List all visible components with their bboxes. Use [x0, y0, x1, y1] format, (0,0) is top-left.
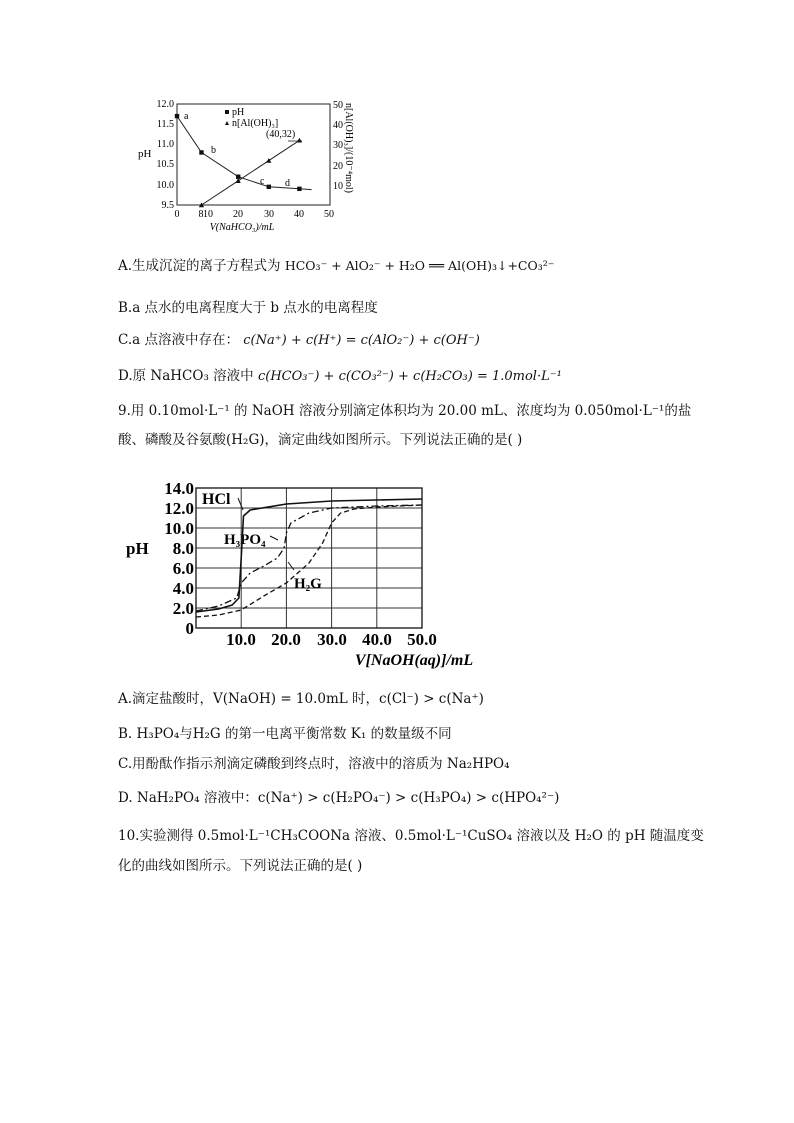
- chart2-y-tick: 4.0: [172, 579, 194, 598]
- q8-option-a: [118, 256, 554, 276]
- chart2-label-hcl: HCl: [202, 491, 231, 508]
- chart2-leader-h2g: [288, 562, 294, 570]
- q9-option-d: D. NaH₂PO₄ 溶液中：c(Na⁺) > c(H₂PO₄⁻) > c(H₃PO₄) > c(HPO₄²⁻): [118, 790, 560, 806]
- chart1-ph-point: [199, 150, 203, 154]
- chart2-x-tick: 40.0: [362, 630, 392, 649]
- chart1-svg: [130, 95, 370, 235]
- chart1-left-ylabel: pH: [138, 148, 152, 160]
- chart2-series-h3po4-line: [196, 505, 422, 611]
- chart1-ph-point: [297, 187, 301, 191]
- chart1-point-label-b: b: [211, 145, 216, 156]
- chart2-series-hcl-line: [196, 499, 422, 612]
- chart1-legend-square-icon: [225, 110, 229, 114]
- chart2-y-tick: 6.0: [172, 559, 194, 578]
- q9-stem-line1: 9.用 0.10mol·L⁻¹ 的 NaOH 溶液分别滴定体积均为 20.00 mL、浓度均为 0.050mol·L⁻¹的盐: [118, 403, 692, 419]
- chart2-label-h2g: H₂G: [294, 576, 322, 592]
- q8-option-d: [118, 366, 562, 387]
- chart1-right-tick: 30: [333, 140, 343, 151]
- q8-option-c-equation: c(Na⁺) + c(H⁺) = c(AlO₂⁻) + c(OH⁻): [243, 333, 480, 348]
- q8-option-c: [118, 330, 480, 351]
- chart1-ph-point: [267, 185, 271, 189]
- chart1-ph-point: [175, 114, 179, 118]
- chart1-left-tick: 10.0: [156, 180, 174, 191]
- chart1-al-point: [297, 138, 302, 143]
- chart2-leader-h3po4: [270, 536, 278, 540]
- chart1-legend-al: n[Al(OH)₃]: [232, 118, 279, 129]
- chart2-xlabel: V[NaOH(aq)]/mL: [354, 652, 474, 669]
- chart1-series-al-line: [202, 140, 300, 205]
- chart1-legend-triangle-icon: [225, 121, 229, 125]
- chart1-right-tick: 10: [333, 181, 343, 192]
- chart1-x-tick: 8: [198, 209, 204, 220]
- q8-option-d-text: D.原 NaHCO₃ 溶液中: [118, 368, 254, 384]
- q9-option-c: C.用酚酞作指示剂滴定磷酸到终点时，溶液中的溶质为 Na₂HPO₄: [118, 756, 510, 772]
- chart1-right-tick: 40: [333, 120, 343, 131]
- chart1-left-tick: 12.0: [156, 99, 174, 110]
- chart1-point-label-c: c: [260, 176, 265, 187]
- chart1-right-ylabel: n[Al(OH)₃]/(10⁻⁴mol): [343, 103, 354, 194]
- chart2-x-tick: 10.0: [226, 630, 256, 649]
- chart2-x-tick: 50.0: [407, 630, 437, 649]
- chart2-y-tick: 12.0: [164, 499, 194, 518]
- q8-option-a-text: A.生成沉淀的离子方程式为: [118, 258, 281, 274]
- chart2-y-tick: 10.0: [164, 519, 194, 538]
- chart1-left-tick: 10.5: [156, 159, 174, 170]
- chart1-al-point: [266, 158, 271, 163]
- chart1-right-tick: 20: [333, 161, 343, 172]
- chart2-y-tick: 14.0: [164, 479, 194, 498]
- chart1-xlabel: V(NaHCO₃)/mL: [209, 222, 275, 233]
- chart1-right-tick: 50: [333, 100, 343, 111]
- chart2-frame: [196, 488, 422, 628]
- chart2-label-h3po4: H₃PO₄: [224, 532, 266, 548]
- chart1-annotation: (40,32): [266, 129, 296, 140]
- q8-option-b: B.a 点水的电离程度大于 b 点水的电离程度: [118, 300, 378, 316]
- chart2-y-tick: 2.0: [172, 599, 194, 618]
- q10-stem-line1: 10.实验测得 0.5mol·L⁻¹CH₃COONa 溶液、0.5mol·L⁻¹CuSO₄ 溶液以及 H₂O 的 pH 随温度变: [118, 828, 704, 844]
- chart1-x-tick: 10: [203, 209, 213, 220]
- chart1-x-tick: 50: [324, 209, 334, 220]
- chart2-x-tick: 30.0: [317, 630, 347, 649]
- chart2-series-h2g-line: [196, 505, 422, 617]
- chart1-legend-ph: pH: [232, 107, 245, 118]
- chart1-left-tick: 11.0: [156, 139, 174, 150]
- chart1-x-tick: 30: [264, 209, 274, 220]
- chart2-svg: [118, 470, 498, 670]
- chart2-ylabel: pH: [126, 539, 149, 558]
- q8-option-c-text: C.a 点溶液中存在：: [118, 332, 239, 348]
- chart2-x-tick: 20.0: [271, 630, 301, 649]
- q9-stem-line2: 酸、磷酸及谷氨酸(H₂G)，滴定曲线如图所示。下列说法正确的是( ): [118, 432, 523, 448]
- chart1-x-tick: 40: [294, 209, 304, 220]
- chart1-left-tick: 9.5: [161, 200, 174, 211]
- chart1-x-tick: 0: [174, 209, 180, 220]
- q8-option-d-equation: c(HCO₃⁻) + c(CO₃²⁻) + c(H₂CO₃) = 1.0mol·L⁻¹: [257, 369, 562, 384]
- chart1-left-tick: 11.5: [156, 119, 174, 130]
- chart2-y-tick: 0: [185, 619, 194, 638]
- chart1-x-tick: 20: [233, 209, 243, 220]
- chart2-plot-area: [196, 499, 422, 617]
- q9-option-a: A.滴定盐酸时，V(NaOH) = 10.0mL 时，c(Cl⁻) > c(Na⁺): [118, 691, 484, 707]
- chart2-grid: [196, 488, 422, 628]
- q10-stem-line2: 化的曲线如图所示。下列说法正确的是( ): [118, 858, 363, 874]
- chart2-y-tick: 8.0: [172, 539, 194, 558]
- q8-option-a-equation: HCO₃⁻ + AlO₂⁻ + H₂O ══ Al(OH)₃↓+CO₃²⁻: [284, 258, 555, 273]
- q9-option-b: B. H₃PO₄与H₂G 的第一电离平衡常数 K₁ 的数量级不同: [118, 726, 452, 742]
- chart1-point-label-a: a: [184, 111, 189, 122]
- chart1-point-label-d: d: [285, 178, 290, 189]
